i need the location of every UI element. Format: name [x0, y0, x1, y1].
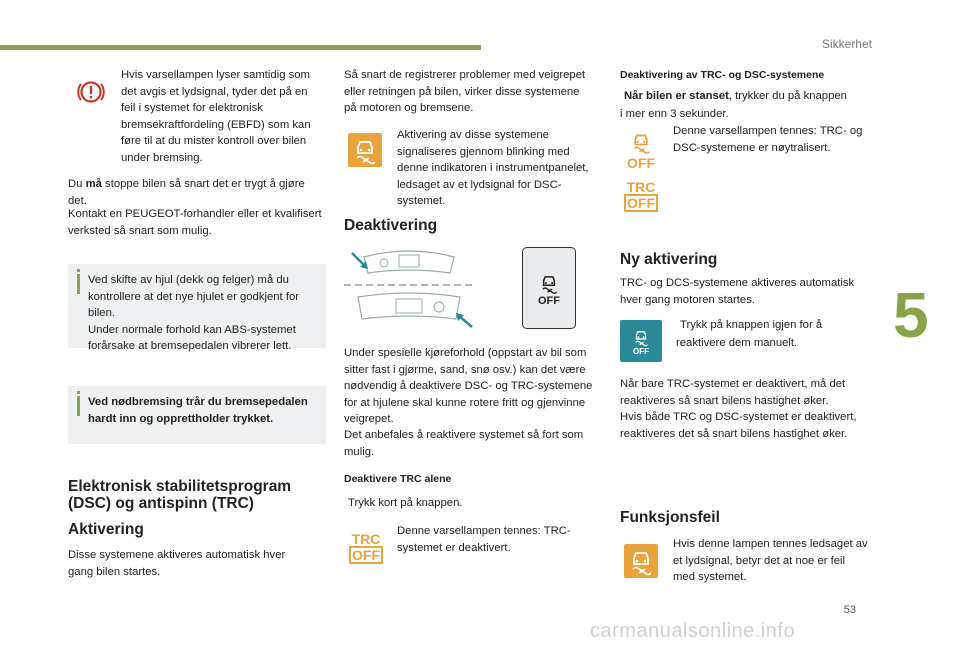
warning-text: Hvis varsellampen lyser samtidig som det avgis et lydsignal, tyder det på en feil i systemet for elektronisk bremsekraftfordeling (EBFD) som kan føre til at du mister kontroll over bilen under bremsing.: [121, 69, 311, 164]
trc-lamp-off: OFF: [349, 546, 383, 564]
page-number: 53: [843, 604, 856, 616]
reactivation-heading: Ny aktivering: [620, 251, 718, 268]
stop-text-pre: Du: [68, 178, 86, 190]
trc-alone-step: [344, 495, 463, 513]
stop-text-bold: må: [85, 178, 102, 190]
trc-dsc-deactivation-heading: Deaktivering av TRC- og DSC-systemene: [620, 69, 825, 81]
dsc-off-button-icon: [620, 320, 662, 362]
malfunction-text: Hvis denne lampen tennes ledsaget av et lydsignal, betyr det at noe er feil med systemet.: [673, 538, 868, 583]
button-off-label: OFF: [633, 347, 649, 356]
dsc-off-button[interactable]: [522, 247, 576, 329]
dashboard-illustration: [344, 245, 474, 330]
trc-only-text: Når bare TRC-systemet er deaktivert, må det reaktiveres så snart bilens hastighet øker.: [620, 378, 846, 407]
dsc-lamp-off-label: OFF: [627, 155, 655, 171]
note-emergency-text: Ved nødbremsing trår du bremsepedalen hardt inn og opprettholder trykket.: [88, 396, 308, 425]
dsc-car-skid-icon: [627, 128, 655, 156]
indicator-text: Aktivering av disse systemene signaliseres gjennom blinking med denne indikatoren i instrumentpanelet, ledsaget av et lydsignal for DSC-systemet.: [397, 129, 589, 207]
dsc-car-skid-icon: [536, 270, 562, 296]
trc-alone-step-text: Trykk kort på knappen.: [348, 497, 463, 509]
chapter-number: 5: [893, 279, 929, 351]
trc-alone-heading: Deaktivere TRC alene: [344, 473, 452, 485]
deact-step-rest: , trykker du på knappen i mer enn 3 sekunder.: [620, 90, 847, 120]
dsc-off-label: OFF: [538, 294, 560, 307]
note-info-bar: [77, 274, 80, 294]
dsc-car-skid-icon: [630, 326, 652, 348]
special-conditions-text: Under spesielle kjøreforhold (oppstart av bil som sitter fast i gjørme, sand, snø osv.) kan det være nødvendig å deaktivere DSC- og TRC-systemene for at hjulene skal kunne rotere fritt og gjenvinne veigrepet.: [344, 347, 593, 425]
dsc-off-lamp-icon: [623, 128, 659, 172]
recommend-text: Det anbefales å reaktivere systemet så fort som mulig.: [344, 429, 584, 458]
note-info-dot: [77, 269, 80, 272]
reactivation-step-text: Trykk på knappen igjen for å reaktivere dem manuelt.: [676, 319, 823, 349]
dsc-trc-heading: Elektronisk stabilitetsprogram (DSC) og antispinn (TRC): [68, 478, 292, 512]
note-info-bar: [77, 396, 80, 416]
intro-text: Så snart de registrerer problemer med veigrepet eller retningen på bilen, virker disse systemene på motoren og bremsene.: [344, 69, 586, 114]
deact-step-bold: Når bilen er stanset: [624, 90, 729, 102]
note-abs-text: Under normale forhold kan ABS-systemet forårsake at bremsepedalen vibrerer lett.: [88, 323, 296, 352]
trc-lamp-off: OFF: [624, 194, 658, 212]
trc-lamp-trc: TRC: [626, 179, 656, 195]
note-box-emergency: [68, 386, 326, 444]
note-info-dot: [77, 391, 80, 394]
trc-dsc-deact-step: [620, 88, 852, 122]
both-systems-text: Hvis både TRC og DSC-systemet er deaktivert, reaktiveres det så snart bilens hastighet øker.: [620, 411, 857, 440]
trc-lamp-text: Denne varsellampen tennes: TRC-systemet er deaktivert.: [397, 525, 571, 554]
header-bar: [0, 45, 481, 50]
deactivation-heading: Deaktivering: [344, 217, 438, 234]
reactivation-text: TRC- og DCS-systemene aktiveres automatisk hver gang motoren startes.: [620, 277, 855, 306]
trc-off-lamp-icon: [624, 180, 658, 212]
dsc-indicator-icon: [348, 133, 382, 167]
activation-heading: Aktivering: [68, 521, 144, 538]
brake-warning-icon: [76, 78, 106, 106]
stop-text-post: stoppe bilen så snart det er trygt å gjøre det.: [68, 178, 305, 207]
contact-text: Kontakt en PEUGEOT-forhandler eller et kvalifisert verksted så snart som mulig.: [68, 208, 322, 237]
dsc-fault-lamp-icon: [624, 544, 658, 578]
trc-off-lamp-icon: [349, 532, 383, 564]
trc-lamp-trc: TRC: [351, 531, 381, 547]
note-wheels-text: Ved skifte av hjul (dekk og felger) må du kontrollere at det nye hjulet er godkjent for bilen.: [88, 274, 300, 319]
activation-text: Disse systemene aktiveres automatisk hver gang bilen startes.: [68, 549, 286, 578]
note-box-wheels: [68, 264, 326, 352]
watermark: carmanualsonline.info: [590, 620, 796, 642]
dsc-lamp-text: Denne varsellampen tennes: TRC- og DSC-systemene er nøytralisert.: [673, 125, 863, 154]
reactivation-step: [676, 317, 871, 351]
stop-text: [68, 176, 326, 209]
malfunction-heading: Funksjonsfeil: [620, 509, 720, 526]
section-title: Sikkerhet: [821, 37, 872, 51]
